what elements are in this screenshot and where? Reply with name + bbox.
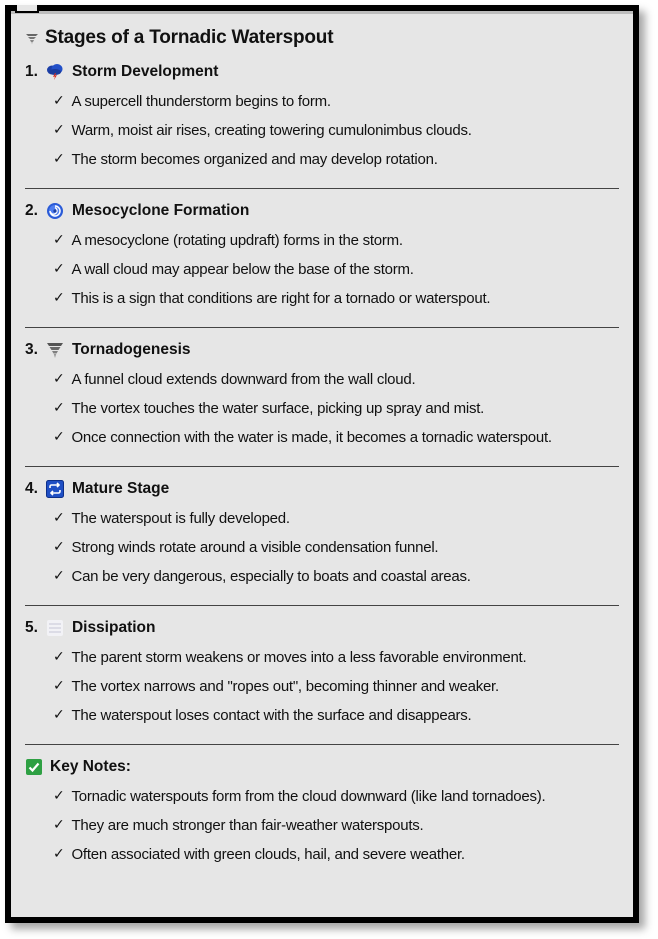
list-item [53, 226, 619, 255]
stage-number: 3. [25, 341, 38, 358]
list-item [53, 562, 619, 591]
check-icon: ✓ [53, 817, 65, 833]
item-text: Tornadic waterspouts form from the cloud downward (like land tornadoes). [71, 788, 546, 805]
stage-number: 4. [25, 480, 38, 497]
fog-icon [46, 619, 64, 637]
tornado-icon [25, 31, 39, 45]
repeat-arrows-icon [46, 480, 64, 498]
divider [25, 327, 619, 328]
item-text: A supercell thunderstorm begins to form. [71, 93, 331, 110]
key-notes-title: Key Notes: [50, 758, 131, 775]
stage-items [25, 226, 619, 313]
check-icon: ✓ [53, 371, 65, 387]
check-icon: ✓ [53, 429, 65, 445]
check-icon: ✓ [53, 846, 65, 862]
check-icon: ✓ [53, 400, 65, 416]
check-icon: ✓ [53, 122, 65, 138]
stage-mature-stage [25, 478, 619, 591]
stage-title: Tornadogenesis [71, 341, 191, 358]
item-text: A mesocyclone (rotating updraft) forms in the storm. [71, 232, 403, 249]
thunderstorm-cloud-icon [46, 63, 64, 81]
item-text: Often associated with green clouds, hail, and severe weather. [71, 846, 465, 863]
divider [25, 744, 619, 745]
check-icon: ✓ [53, 261, 65, 277]
item-text: The waterspout loses contact with the surface and disappears. [71, 707, 472, 724]
stage-heading [25, 478, 619, 500]
check-icon: ✓ [53, 649, 65, 665]
list-item [53, 504, 619, 533]
divider [25, 466, 619, 467]
stage-title: Mesocyclone Formation [71, 202, 250, 219]
list-item [53, 284, 619, 313]
page-title [25, 27, 619, 49]
stage-title: Storm Development [71, 63, 219, 80]
stage-heading [25, 61, 619, 83]
item-text: Once connection with the water is made, it becomes a tornadic waterspout. [71, 429, 552, 446]
stage-title: Dissipation [71, 619, 156, 636]
top-edge [11, 11, 633, 14]
list-item [53, 701, 619, 730]
frame-tab [15, 5, 39, 13]
key-notes-heading [25, 756, 619, 778]
list-item [53, 145, 619, 174]
stage-mesocyclone-formation [25, 200, 619, 313]
stage-storm-development [25, 61, 619, 174]
item-text: A wall cloud may appear below the base of the storm. [71, 261, 414, 278]
key-notes-items [25, 782, 619, 869]
list-item [53, 840, 619, 869]
check-icon: ✓ [53, 788, 65, 804]
list-item [53, 365, 619, 394]
check-icon: ✓ [53, 232, 65, 248]
check-icon: ✓ [53, 510, 65, 526]
document-frame [5, 5, 639, 923]
stage-heading [25, 200, 619, 222]
check-icon: ✓ [53, 290, 65, 306]
cyclone-icon [46, 202, 64, 220]
stage-items [25, 504, 619, 591]
tornado-icon [46, 341, 64, 359]
divider [25, 605, 619, 606]
check-icon: ✓ [53, 539, 65, 555]
item-text: Warm, moist air rises, creating towering cumulonimbus clouds. [71, 122, 472, 139]
check-icon: ✓ [53, 678, 65, 694]
stage-heading [25, 339, 619, 361]
list-item [53, 533, 619, 562]
list-item [53, 643, 619, 672]
check-icon: ✓ [53, 707, 65, 723]
list-item [53, 672, 619, 701]
item-text: A funnel cloud extends downward from the wall cloud. [71, 371, 416, 388]
list-item [53, 87, 619, 116]
list-item [53, 811, 619, 840]
stage-number: 1. [25, 63, 38, 80]
item-text: Can be very dangerous, especially to boats and coastal areas. [71, 568, 471, 585]
item-text: The parent storm weakens or moves into a less favorable environment. [71, 649, 527, 666]
title-text: Stages of a Tornadic Waterspout [45, 27, 334, 48]
item-text: The vortex touches the water surface, picking up spray and mist. [71, 400, 485, 417]
item-text: The storm becomes organized and may develop rotation. [71, 151, 438, 168]
stage-title: Mature Stage [71, 480, 170, 497]
list-item [53, 423, 619, 452]
stage-heading [25, 617, 619, 639]
stage-items [25, 643, 619, 730]
check-icon: ✓ [53, 93, 65, 109]
stage-dissipation [25, 617, 619, 730]
list-item [53, 394, 619, 423]
key-notes [25, 756, 619, 869]
list-item [53, 255, 619, 284]
item-text: The vortex narrows and "ropes out", becoming thinner and weaker. [71, 678, 499, 695]
item-text: This is a sign that conditions are right for a tornado or waterspout. [71, 290, 491, 307]
green-check-box-icon [25, 758, 43, 776]
stage-items [25, 365, 619, 452]
stage-tornadogenesis [25, 339, 619, 452]
item-text: Strong winds rotate around a visible condensation funnel. [71, 539, 439, 556]
check-icon: ✓ [53, 151, 65, 167]
list-item [53, 116, 619, 145]
item-text: The waterspout is fully developed. [71, 510, 290, 527]
check-icon: ✓ [53, 568, 65, 584]
stage-items [25, 87, 619, 174]
document-content [25, 21, 619, 869]
stage-number: 2. [25, 202, 38, 219]
list-item [53, 782, 619, 811]
item-text: They are much stronger than fair-weather waterspouts. [71, 817, 424, 834]
divider [25, 188, 619, 189]
stage-number: 5. [25, 619, 38, 636]
